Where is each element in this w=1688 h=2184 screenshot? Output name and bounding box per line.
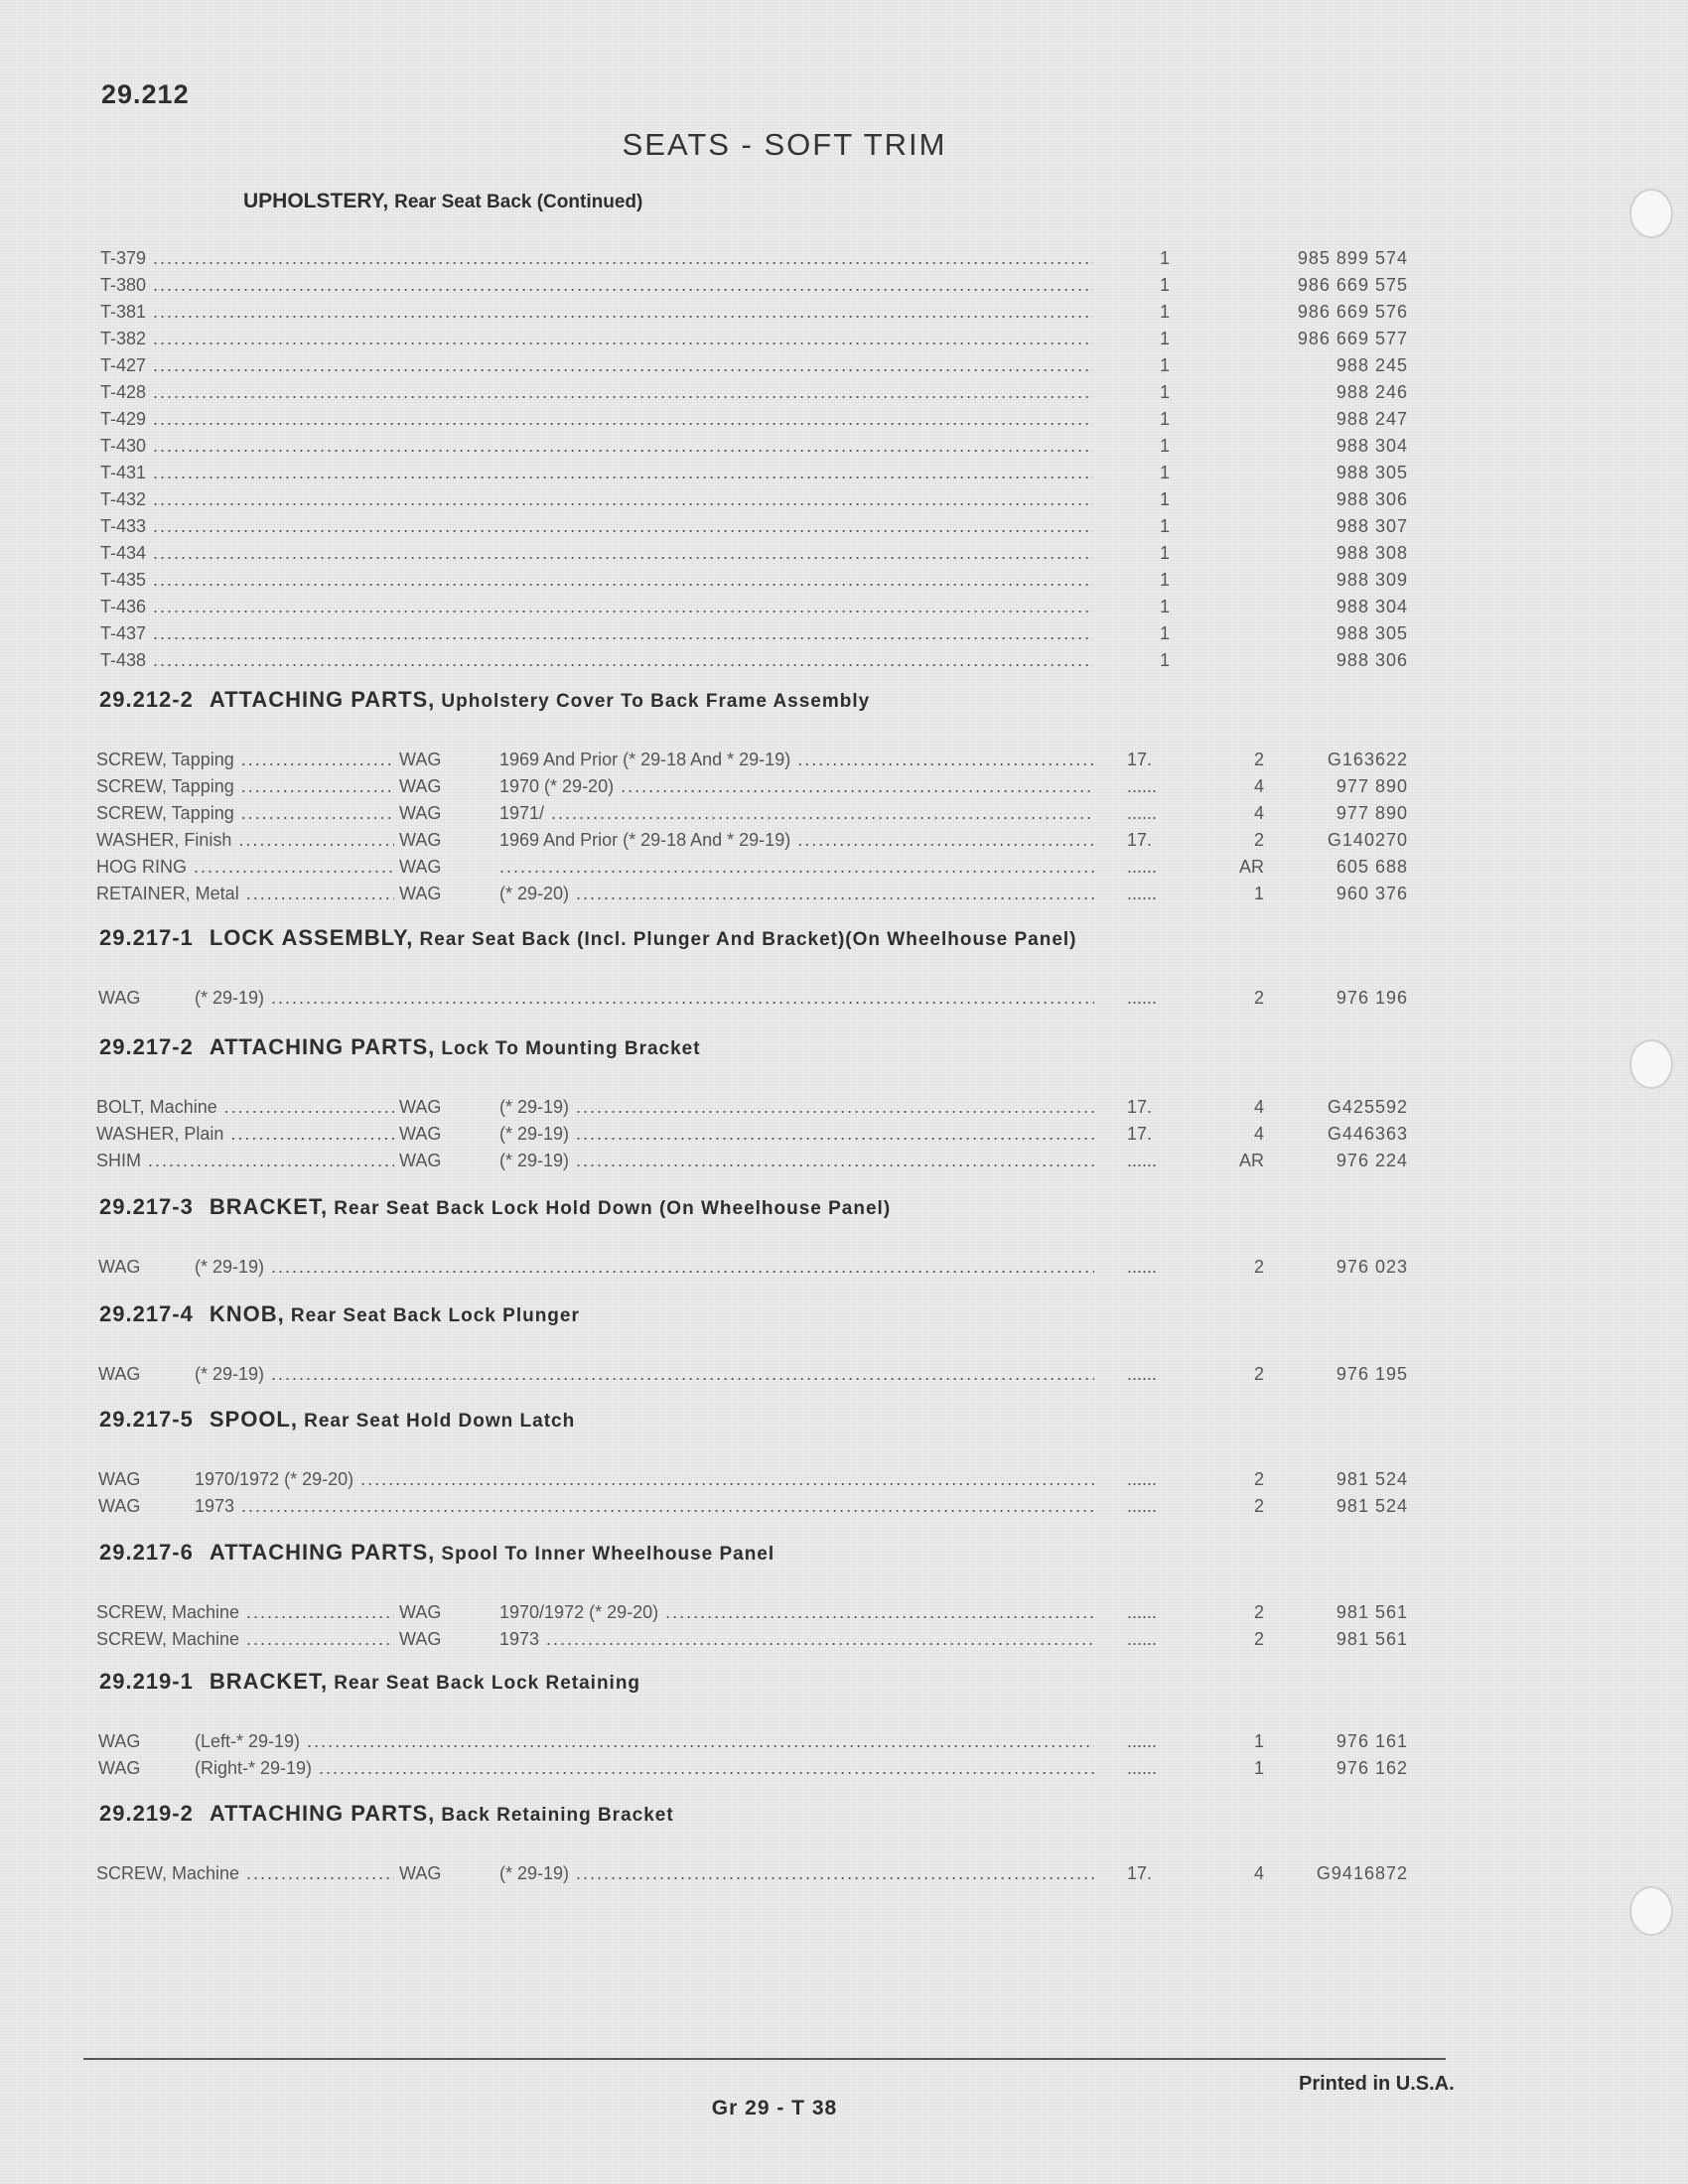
list-item: [0, 272, 1688, 299]
group-number: ......: [1127, 988, 1158, 1008]
part-name: SCREW, Tapping .....: [96, 747, 394, 773]
group-number: ......: [1127, 884, 1158, 903]
usage-note: (* 29-19) .....: [499, 1860, 1094, 1887]
group-number: 17.: [1127, 830, 1153, 850]
quantity: 2: [1253, 1602, 1264, 1622]
section-heading: [99, 1669, 640, 1695]
page-title: SEATS - SOFT TRIM: [622, 127, 947, 162]
group-number: ......: [1127, 1496, 1158, 1516]
reference-code: T-381 .....: [100, 299, 1093, 326]
quantity: 2: [1253, 750, 1264, 769]
part-name: SCREW, Tapping .....: [96, 800, 394, 827]
part-number: G140270: [1327, 830, 1408, 850]
part-number: 988 304: [1336, 436, 1408, 456]
list-item: [0, 379, 1688, 406]
model-code: WAG: [399, 857, 442, 877]
usage-note: 1970/1972 (* 29-20) .....: [195, 1466, 1094, 1493]
parts-table: [0, 747, 1688, 907]
part-name: SCREW, Machine .....: [96, 1626, 394, 1653]
group-number: 17.: [1127, 1863, 1153, 1883]
group-number: ......: [1127, 1629, 1158, 1649]
model-code: WAG: [399, 1097, 442, 1117]
quantity: 1: [1159, 275, 1170, 295]
table-row: [0, 1148, 1688, 1174]
section-heading: [99, 1194, 891, 1220]
list-item: [0, 486, 1688, 513]
part-name: WASHER, Finish .....: [96, 827, 394, 854]
table-row: [0, 1755, 1688, 1782]
part-number: 986 669 575: [1297, 275, 1408, 295]
table-row: [0, 1254, 1688, 1281]
table-row: [0, 1121, 1688, 1148]
part-name: SHIM .....: [96, 1148, 394, 1174]
upholstery-item-list: [0, 245, 1688, 674]
section-number: 29.212-2: [99, 687, 194, 712]
quantity: 2: [1253, 1629, 1264, 1649]
quantity: 4: [1253, 1124, 1264, 1144]
parts-table: [0, 1599, 1688, 1653]
part-number: 981 524: [1336, 1496, 1408, 1516]
part-number: 988 304: [1336, 597, 1408, 616]
group-number: 17.: [1127, 1124, 1153, 1144]
section-number: 29.219-2: [99, 1801, 194, 1826]
list-item: [0, 326, 1688, 352]
table-row: [0, 985, 1688, 1012]
model-code: WAG: [399, 803, 442, 823]
quantity: 1: [1253, 884, 1264, 903]
part-number: 605 688: [1336, 857, 1408, 877]
quantity: 1: [1159, 489, 1170, 509]
section-name: BRACKET,: [209, 1669, 329, 1694]
part-number: 977 890: [1336, 776, 1408, 796]
section-number: 29.217-4: [99, 1301, 194, 1326]
part-number: 976 196: [1336, 988, 1408, 1008]
quantity: 2: [1253, 1364, 1264, 1384]
part-number: 988 245: [1336, 355, 1408, 375]
part-number: 976 162: [1336, 1758, 1408, 1778]
section-heading: [99, 925, 1077, 951]
quantity: 1: [1253, 1758, 1264, 1778]
table-row: [0, 854, 1688, 881]
quantity: 4: [1253, 1097, 1264, 1117]
section-description: Lock To Mounting Bracket: [441, 1038, 701, 1059]
parts-table: [0, 1860, 1688, 1887]
group-number: ......: [1127, 803, 1158, 823]
parts-table: [0, 1254, 1688, 1281]
reference-code: T-430 .....: [100, 433, 1093, 460]
group-number: 17.: [1127, 750, 1153, 769]
model-code: WAG: [98, 1469, 141, 1489]
table-row: [0, 1728, 1688, 1755]
page-number: 29.212: [101, 79, 190, 109]
quantity: 1: [1159, 302, 1170, 322]
model-code: WAG: [98, 1364, 141, 1384]
section-description: Rear Seat Back Lock Retaining: [334, 1673, 641, 1694]
group-number: 17.: [1127, 1097, 1153, 1117]
usage-note: (Left-* 29-19) .....: [195, 1728, 1094, 1755]
usage-note: (* 29-20) .....: [499, 881, 1094, 907]
section-name: SPOOL,: [209, 1407, 298, 1432]
section-heading: [99, 1801, 674, 1827]
part-number: 981 524: [1336, 1469, 1408, 1489]
group-number: ......: [1127, 1469, 1158, 1489]
group-number: ......: [1127, 1257, 1158, 1277]
list-item: [0, 540, 1688, 567]
usage-note: 1973 .....: [499, 1626, 1094, 1653]
usage-note: (* 29-19) .....: [195, 1254, 1094, 1281]
quantity: 1: [1159, 570, 1170, 590]
part-number: 976 195: [1336, 1364, 1408, 1384]
printed-note: Printed in U.S.A.: [1299, 2073, 1455, 2095]
quantity: 2: [1253, 830, 1264, 850]
section-name: ATTACHING PARTS,: [209, 1801, 436, 1826]
section-name: KNOB,: [209, 1301, 285, 1326]
section-heading: [99, 1540, 774, 1566]
model-code: WAG: [399, 776, 442, 796]
section-number: 29.217-5: [99, 1407, 194, 1432]
quantity: 2: [1253, 988, 1264, 1008]
part-number: 960 376: [1336, 884, 1408, 903]
usage-note: 1970/1972 (* 29-20) .....: [499, 1599, 1094, 1626]
usage-note: 1973 .....: [195, 1493, 1094, 1520]
parts-table: [0, 1094, 1688, 1174]
part-number: 988 307: [1336, 516, 1408, 536]
model-code: WAG: [399, 1863, 442, 1883]
part-name: SCREW, Machine .....: [96, 1599, 394, 1626]
list-item: [0, 352, 1688, 379]
quantity: 1: [1159, 382, 1170, 402]
usage-note: 1969 And Prior (* 29-18 And * 29-19) .....: [499, 747, 1094, 773]
reference-code: T-380 .....: [100, 272, 1093, 299]
part-number: 976 161: [1336, 1731, 1408, 1751]
table-row: [0, 1599, 1688, 1626]
list-item: [0, 620, 1688, 647]
list-item: [0, 433, 1688, 460]
quantity: 1: [1159, 248, 1170, 268]
section-description: Rear Seat Back (Incl. Plunger And Bracket)(On Wheelhouse Panel): [419, 929, 1077, 950]
table-row: [0, 800, 1688, 827]
part-number: 981 561: [1336, 1629, 1408, 1649]
reference-code: T-438 .....: [100, 647, 1093, 674]
parts-table: [0, 1728, 1688, 1782]
table-row: [0, 1626, 1688, 1653]
model-code: WAG: [98, 1257, 141, 1277]
upholstery-heading-desc: Rear Seat Back (Continued): [394, 192, 643, 212]
list-item: [0, 513, 1688, 540]
model-code: WAG: [399, 830, 442, 850]
group-number: ......: [1127, 1731, 1158, 1751]
quantity: 4: [1253, 1863, 1264, 1883]
reference-code: T-437 .....: [100, 620, 1093, 647]
quantity: 1: [1253, 1731, 1264, 1751]
part-number: 976 023: [1336, 1257, 1408, 1277]
part-number: 976 224: [1336, 1151, 1408, 1170]
part-name: BOLT, Machine .....: [96, 1094, 394, 1121]
list-item: [0, 406, 1688, 433]
list-item: [0, 647, 1688, 674]
upholstery-heading: [243, 190, 642, 213]
part-number: 988 305: [1336, 463, 1408, 482]
table-row: [0, 881, 1688, 907]
quantity: 1: [1159, 623, 1170, 643]
section-name: BRACKET,: [209, 1194, 329, 1219]
part-number: 988 305: [1336, 623, 1408, 643]
usage-note: (* 29-19) .....: [499, 1094, 1094, 1121]
quantity: 1: [1159, 597, 1170, 616]
model-code: WAG: [399, 750, 442, 769]
usage-note: [499, 854, 1094, 881]
upholstery-heading-name: UPHOLSTERY,: [243, 190, 389, 212]
reference-code: T-382 .....: [100, 326, 1093, 352]
part-number: 988 309: [1336, 570, 1408, 590]
page-footer: Gr 29 - T 38: [711, 2097, 838, 2119]
reference-code: T-436 .....: [100, 594, 1093, 620]
section-name: ATTACHING PARTS,: [209, 1540, 436, 1565]
reference-code: T-428 .....: [100, 379, 1093, 406]
section-heading: [99, 1034, 701, 1060]
reference-code: T-432 .....: [100, 486, 1093, 513]
section-number: 29.217-1: [99, 925, 194, 950]
part-number: 988 306: [1336, 489, 1408, 509]
model-code: WAG: [399, 1629, 442, 1649]
usage-note: (* 29-19) .....: [499, 1148, 1094, 1174]
section-description: Back Retaining Bracket: [441, 1805, 674, 1826]
model-code: WAG: [98, 1496, 141, 1516]
table-row: [0, 1860, 1688, 1887]
reference-code: T-433 .....: [100, 513, 1093, 540]
reference-code: T-435 .....: [100, 567, 1093, 594]
section-number: 29.217-2: [99, 1034, 194, 1059]
part-name: WASHER, Plain .....: [96, 1121, 394, 1148]
quantity: 1: [1159, 355, 1170, 375]
part-number: G163622: [1327, 750, 1408, 769]
footer-rule: [83, 2058, 1446, 2060]
part-number: 981 561: [1336, 1602, 1408, 1622]
reference-code: T-429 .....: [100, 406, 1093, 433]
parts-table: [0, 1466, 1688, 1520]
table-row: [0, 827, 1688, 854]
section-name: LOCK ASSEMBLY,: [209, 925, 414, 950]
section-name: ATTACHING PARTS,: [209, 687, 436, 712]
list-item: [0, 460, 1688, 486]
group-number: ......: [1127, 776, 1158, 796]
part-number: G425592: [1327, 1097, 1408, 1117]
binder-hole: [1629, 189, 1673, 238]
group-number: ......: [1127, 1151, 1158, 1170]
reference-code: T-379 .....: [100, 245, 1093, 272]
quantity: 4: [1253, 776, 1264, 796]
usage-note: (* 29-19) .....: [195, 1361, 1094, 1388]
reference-code: T-431 .....: [100, 460, 1093, 486]
part-number: 986 669 576: [1297, 302, 1408, 322]
binder-hole: [1629, 1886, 1673, 1936]
table-row: [0, 1094, 1688, 1121]
quantity: 2: [1253, 1257, 1264, 1277]
section-name: ATTACHING PARTS,: [209, 1034, 436, 1059]
part-number: G9416872: [1316, 1863, 1408, 1883]
part-number: 988 246: [1336, 382, 1408, 402]
quantity: 1: [1159, 543, 1170, 563]
usage-note: (Right-* 29-19) .....: [195, 1755, 1094, 1782]
table-row: [0, 1361, 1688, 1388]
model-code: WAG: [98, 1731, 141, 1751]
table-row: [0, 1466, 1688, 1493]
model-code: WAG: [399, 1124, 442, 1144]
model-code: WAG: [98, 988, 141, 1008]
part-number: 988 306: [1336, 650, 1408, 670]
section-description: Upholstery Cover To Back Frame Assembly: [441, 691, 871, 712]
reference-code: T-434 .....: [100, 540, 1093, 567]
quantity: 1: [1159, 329, 1170, 348]
table-row: [0, 773, 1688, 800]
model-code: WAG: [399, 1602, 442, 1622]
part-number: 977 890: [1336, 803, 1408, 823]
model-code: WAG: [98, 1758, 141, 1778]
quantity: 1: [1159, 409, 1170, 429]
group-number: ......: [1127, 1758, 1158, 1778]
quantity: 4: [1253, 803, 1264, 823]
quantity: 2: [1253, 1496, 1264, 1516]
section-description: Rear Seat Hold Down Latch: [304, 1411, 576, 1432]
section-description: Rear Seat Back Lock Plunger: [290, 1305, 580, 1326]
quantity: 1: [1159, 650, 1170, 670]
section-heading: [99, 687, 870, 713]
section-number: 29.217-6: [99, 1540, 194, 1565]
section-number: 29.219-1: [99, 1669, 194, 1694]
usage-note: 1971/ .....: [499, 800, 1094, 827]
usage-note: 1970 (* 29-20) .....: [499, 773, 1094, 800]
part-number: G446363: [1327, 1124, 1408, 1144]
list-item: [0, 245, 1688, 272]
quantity: 1: [1159, 463, 1170, 482]
binder-hole: [1629, 1039, 1673, 1089]
group-number: ......: [1127, 857, 1158, 877]
usage-note: 1969 And Prior (* 29-18 And * 29-19) .....: [499, 827, 1094, 854]
section-number: 29.217-3: [99, 1194, 194, 1219]
list-item: [0, 567, 1688, 594]
list-item: [0, 299, 1688, 326]
quantity: AR: [1238, 1151, 1264, 1170]
quantity: 1: [1159, 516, 1170, 536]
model-code: WAG: [399, 1151, 442, 1170]
parts-table: [0, 985, 1688, 1012]
list-item: [0, 594, 1688, 620]
quantity: AR: [1238, 857, 1264, 877]
part-number: 988 247: [1336, 409, 1408, 429]
section-description: Rear Seat Back Lock Hold Down (On Wheelhouse Panel): [334, 1198, 892, 1219]
usage-note: (* 29-19) .....: [195, 985, 1094, 1012]
group-number: ......: [1127, 1364, 1158, 1384]
part-number: 988 308: [1336, 543, 1408, 563]
section-heading: [99, 1407, 575, 1433]
table-row: [0, 747, 1688, 773]
reference-code: T-427 .....: [100, 352, 1093, 379]
part-name: RETAINER, Metal .....: [96, 881, 394, 907]
section-heading: [99, 1301, 580, 1327]
table-row: [0, 1493, 1688, 1520]
parts-table: [0, 1361, 1688, 1388]
part-name: SCREW, Machine .....: [96, 1860, 394, 1887]
model-code: WAG: [399, 884, 442, 903]
part-name: HOG RING .....: [96, 854, 394, 881]
group-number: ......: [1127, 1602, 1158, 1622]
part-number: 986 669 577: [1297, 329, 1408, 348]
section-description: Spool To Inner Wheelhouse Panel: [441, 1544, 775, 1565]
usage-note: (* 29-19) .....: [499, 1121, 1094, 1148]
quantity: 2: [1253, 1469, 1264, 1489]
quantity: 1: [1159, 436, 1170, 456]
part-name: SCREW, Tapping .....: [96, 773, 394, 800]
part-number: 985 899 574: [1297, 248, 1408, 268]
